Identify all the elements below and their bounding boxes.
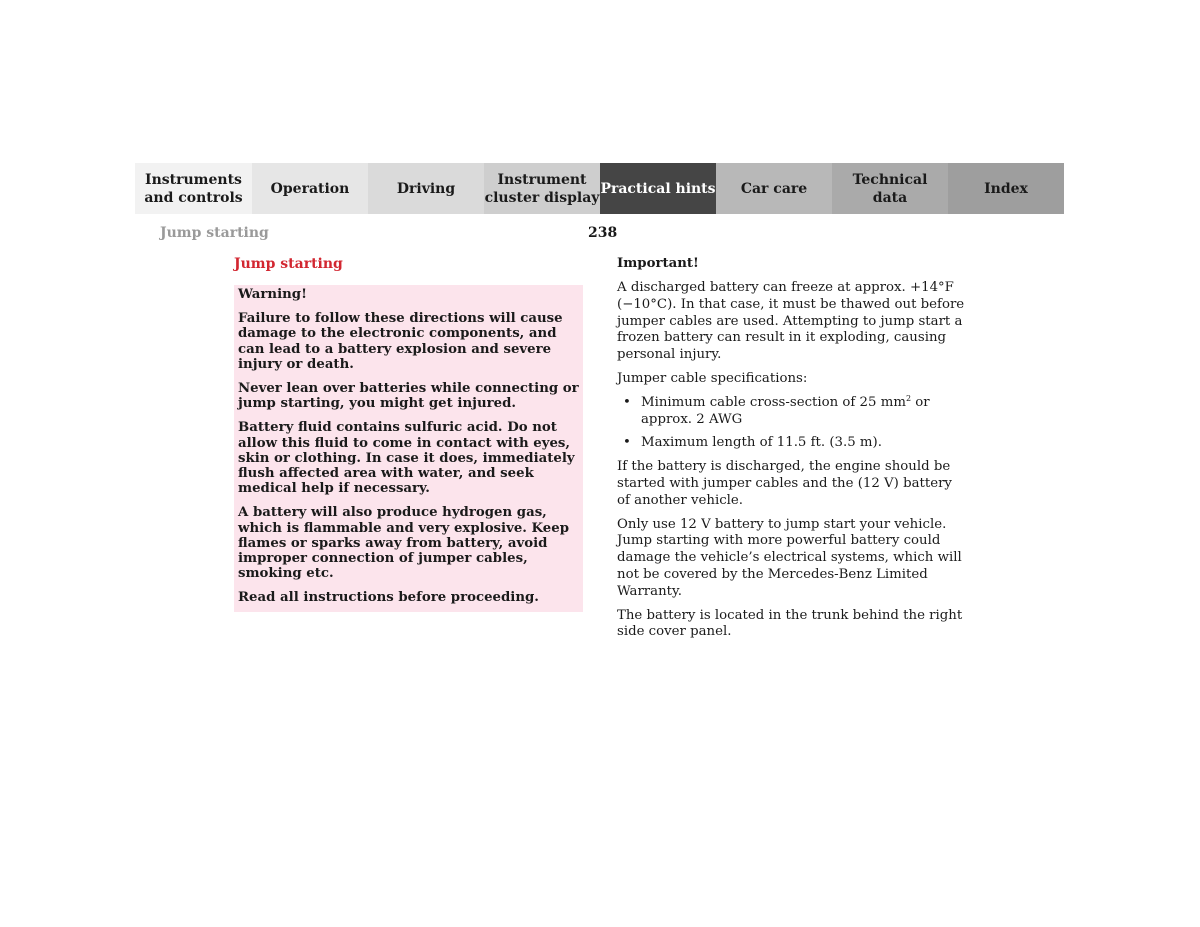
tab-car-care[interactable]: Car care xyxy=(716,163,832,214)
tab-driving[interactable]: Driving xyxy=(368,163,484,214)
bullet-text: Maximum length of 11.5 ft. (3.5 m). xyxy=(641,435,882,451)
section-label: Jump starting xyxy=(160,225,269,241)
list-item xyxy=(617,395,967,429)
tab-technical-data[interactable]: Technical data xyxy=(832,163,948,214)
warning-box xyxy=(234,285,583,612)
page-number: 238 xyxy=(588,225,618,241)
bullet-icon: • xyxy=(623,435,631,451)
tab-practical-hints[interactable]: Practical hints xyxy=(600,163,716,214)
warning-title: Warning! xyxy=(238,287,307,302)
warning-paragraph: Battery fluid contains sulfuric acid. Do not allow this fluid to come in contact with eyes, skin or clothing. In case it does, immediately flush affected area with water, and seek medical help if necessary. xyxy=(238,420,575,497)
body-paragraph: The battery is located in the trunk behind the right side cover panel. xyxy=(617,607,963,640)
bullet-list xyxy=(617,395,967,452)
bullet-icon: • xyxy=(623,394,631,410)
warning-paragraph: A battery will also produce hydrogen gas, which is flammable and very explosive. Keep flames or sparks away from battery, avoid improper connection of jumper cables, smoking etc. xyxy=(238,505,570,582)
section-heading: Jump starting xyxy=(234,256,343,272)
tab-instrument-cluster-display[interactable]: Instrument cluster display xyxy=(484,163,600,214)
warning-paragraph: Read all instructions before proceeding. xyxy=(238,590,539,606)
specs-intro: Jumper cable specifications: xyxy=(617,370,808,386)
warning-paragraph: Failure to follow these directions will cause damage to the electronic components, and can lead to a battery explosion and severe injury or death. xyxy=(238,311,563,372)
left-column xyxy=(234,255,583,612)
body-paragraph: Only use 12 V battery to jump start your vehicle. Jump starting with more powerful battery could damage the vehicle’s electrical systems, which will not be covered by the Mercedes-Benz Limited Warranty. xyxy=(617,516,962,599)
important-text: A discharged battery can freeze at approx. +14°F (−10°C). In that case, it must be thawed out before jumper cables are used. Attempting to jump start a frozen battery can result in it exploding, causing personal injury. xyxy=(617,280,965,363)
important-title: Important! xyxy=(617,256,699,271)
list-item xyxy=(617,435,967,452)
warning-paragraph: Never lean over batteries while connecting or jump starting, you might get injured. xyxy=(238,381,579,412)
tab-index[interactable]: Index xyxy=(948,163,1064,214)
section-nav xyxy=(135,163,1064,214)
bullet-text-continued: or approx. 2 AWG xyxy=(641,394,930,427)
right-column xyxy=(617,255,967,648)
superscript: 2 xyxy=(905,393,912,403)
tab-instruments-and-controls[interactable]: Instruments and controls xyxy=(135,163,252,214)
body-paragraph: If the battery is discharged, the engine should be started with jumper cables and the (12 V) battery of another vehicle. xyxy=(617,459,952,508)
tab-operation[interactable]: Operation xyxy=(252,163,368,214)
bullet-text: Minimum cable cross-section of 25 mm xyxy=(641,394,906,410)
